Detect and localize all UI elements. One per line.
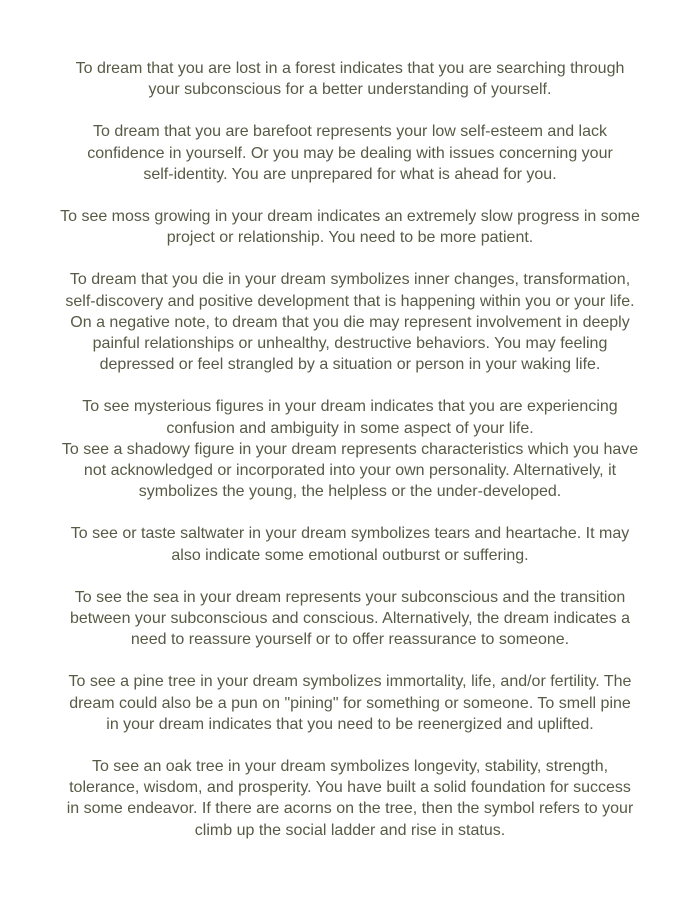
text-line: To see mysterious figures in your dream indicates that you are experiencing bbox=[82, 398, 618, 416]
text-line: your subconscious for a better understanding of yourself. bbox=[148, 81, 552, 99]
text-line: symbolizes the young, the helpless or the under-developed. bbox=[138, 483, 562, 501]
paragraph-moss bbox=[35, 206, 665, 248]
paragraph-pine-tree bbox=[35, 671, 665, 735]
text-line: tolerance, wisdom, and prosperity. You have built a solid foundation for success bbox=[69, 779, 631, 797]
text-line: To dream that you die in your dream symbolizes inner changes, transformation, bbox=[69, 271, 631, 289]
text-line: dream could also be a pun on "pining" for something or someone. To smell pine bbox=[69, 694, 631, 712]
text-line: need to reassure yourself or to offer reassurance to someone. bbox=[130, 631, 570, 649]
text-line: To see moss growing in your dream indicates an extremely slow progress in some bbox=[60, 208, 640, 226]
paragraph-mysterious-figures bbox=[35, 396, 665, 438]
text-line: confusion and ambiguity in some aspect of your life. bbox=[166, 419, 534, 437]
paragraph-shadowy-figure bbox=[35, 439, 665, 503]
text-line: confidence in yourself. Or you may be dealing with issues concerning your bbox=[87, 144, 613, 162]
text-line: climb up the social ladder and rise in status. bbox=[194, 821, 506, 839]
text-line: in your dream indicates that you need to be reenergized and uplifted. bbox=[106, 715, 594, 733]
text-line: On a negative note, to dream that you die may represent involvement in deeply bbox=[70, 313, 630, 331]
paragraph-saltwater bbox=[35, 523, 665, 565]
text-line: To see a pine tree in your dream symbolizes immortality, life, and/or fertility. The bbox=[68, 673, 632, 691]
text-line: To see an oak tree in your dream symbolizes longevity, stability, strength, bbox=[91, 758, 609, 776]
text-line: To see or taste saltwater in your dream symbolizes tears and heartache. It may bbox=[70, 525, 630, 543]
text-line: To see a shadowy figure in your dream represents characteristics which you have bbox=[61, 440, 639, 458]
paragraph-die bbox=[35, 269, 665, 375]
paragraph-forest bbox=[35, 58, 665, 100]
text-line: depressed or feel strangled by a situation or person in your waking life. bbox=[99, 356, 601, 374]
text-line: not acknowledged or incorporated into your own personality. Alternatively, it bbox=[83, 462, 617, 480]
text-line: also indicate some emotional outburst or suffering. bbox=[171, 546, 529, 564]
text-line: self-identity. You are unprepared for what is ahead for you. bbox=[143, 165, 557, 183]
text-line: To dream that you are barefoot represents your low self-esteem and lack bbox=[92, 123, 608, 141]
text-line: self-discovery and positive development that is happening within you or your life. bbox=[65, 292, 635, 310]
text-line: project or relationship. You need to be more patient. bbox=[166, 229, 534, 247]
text-line: between your subconscious and conscious. Alternatively, the dream indicates a bbox=[69, 610, 631, 628]
text-line: To see the sea in your dream represents your subconscious and the transition bbox=[74, 588, 626, 606]
text-line: in some endeavor. If there are acorns on the tree, then the symbol refers to your bbox=[66, 800, 634, 818]
paragraph-sea bbox=[35, 587, 665, 651]
text-line: painful relationships or unhealthy, destructive behaviors. You may feeling bbox=[92, 335, 608, 353]
text-line: To dream that you are lost in a forest indicates that you are searching through bbox=[75, 60, 625, 77]
document-body bbox=[0, 58, 700, 862]
paragraph-barefoot bbox=[35, 121, 665, 185]
paragraph-oak-tree bbox=[35, 756, 665, 841]
